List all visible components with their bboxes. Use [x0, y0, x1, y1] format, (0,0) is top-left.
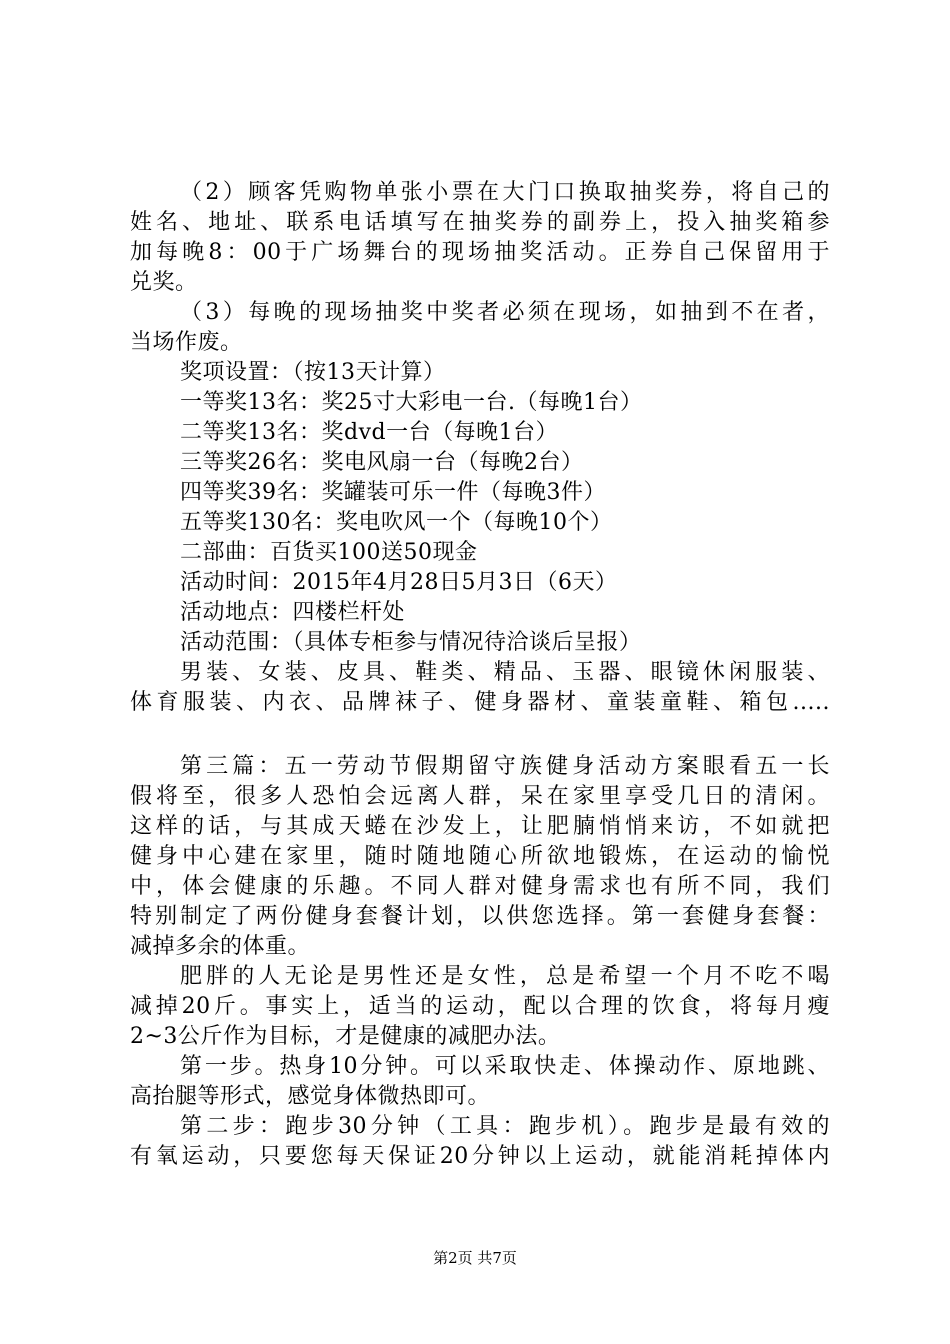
- paragraph-line: 健身中心建在家里，随时随地随心所欲地锻炼，在运动的愉悦: [130, 844, 830, 869]
- paragraph-line: 三等奖26名：奖电风扇一台（每晚2台）: [180, 450, 584, 475]
- paragraph-line: 当场作废。: [130, 330, 243, 355]
- paragraph-line: 假将至，很多人恐怕会远离人群，呆在家里享受几日的清闲。: [130, 784, 830, 809]
- paragraph-line: 肥胖的人无论是男性还是女性，总是希望一个月不吃不喝: [180, 964, 830, 989]
- paragraph-line: 第一步。热身10分钟。可以采取快走、体操动作、原地跳、: [180, 1054, 830, 1079]
- paragraph-line: 四等奖39名：奖罐装可乐一件（每晚3件）: [180, 480, 606, 505]
- paragraph-line: 奖项设置：（按13天计算）: [180, 360, 446, 385]
- paragraph-line: 姓名、地址、联系电话填写在抽奖券的副券上，投入抽奖箱参: [130, 210, 830, 235]
- paragraph-line: 减掉多余的体重。: [130, 934, 311, 959]
- paragraph-line: （2）顾客凭购物单张小票在大门口换取抽奖券，将自己的: [180, 180, 830, 205]
- paragraph-line: 活动时间：2015年4月28日5月3日（6天）: [180, 570, 618, 595]
- paragraph-line: 五等奖130名：奖电吹风一个（每晚10个）: [180, 510, 613, 535]
- paragraph-line: 第三篇：五一劳动节假期留守族健身活动方案眼看五一长: [180, 754, 830, 779]
- paragraph-line: 体育服装、内衣、品牌袜子、健身器材、童装童鞋、箱包.....: [130, 690, 830, 715]
- paragraph-line: 兑奖。: [130, 270, 198, 295]
- paragraph-line: 2~3公斤作为目标，才是健康的减肥办法。: [130, 1024, 561, 1049]
- paragraph-line: 第二步：跑步30分钟（工具：跑步机）。跑步是最有效的: [180, 1114, 830, 1139]
- paragraph-line: （3）每晚的现场抽奖中奖者必须在现场，如抽到不在者，: [180, 300, 830, 325]
- paragraph-line: 二部曲：百货买100送50现金: [180, 540, 478, 565]
- paragraph-line: 活动地点：四楼栏杆处: [180, 600, 406, 625]
- paragraph-line: 加每晚8：00于广场舞台的现场抽奖活动。正券自己保留用于: [130, 240, 830, 265]
- paragraph-line: 特别制定了两份健身套餐计划，以供您选择。第一套健身套餐：: [130, 904, 830, 929]
- paragraph-line: 有氧运动，只要您每天保证20分钟以上运动，就能消耗掉体内: [130, 1144, 830, 1169]
- paragraph-line: 减掉20斤。事实上，适当的运动，配以合理的饮食，将每月瘦: [130, 994, 830, 1019]
- paragraph-line: 男装、女装、皮具、鞋类、精品、玉器、眼镜休闲服装、: [180, 660, 830, 685]
- paragraph-line: 中，体会健康的乐趣。不同人群对健身需求也有所不同，我们: [130, 874, 830, 899]
- paragraph-line: 高抬腿等形式，感觉身体微热即可。: [130, 1084, 491, 1109]
- page-number-footer: 第2页 共7页: [433, 1249, 517, 1267]
- paragraph-line: 活动范围：（具体专柜参与情况待洽谈后呈报）: [180, 630, 642, 655]
- paragraph-line: 一等奖13名：奖25寸大彩电一台.（每晚1台）: [180, 390, 643, 415]
- paragraph-line: 这样的话，与其成天蜷在沙发上，让肥腩悄悄来访，不如就把: [130, 814, 830, 839]
- paragraph-line: 二等奖13名：奖dvd一台（每晚1台）: [180, 420, 559, 445]
